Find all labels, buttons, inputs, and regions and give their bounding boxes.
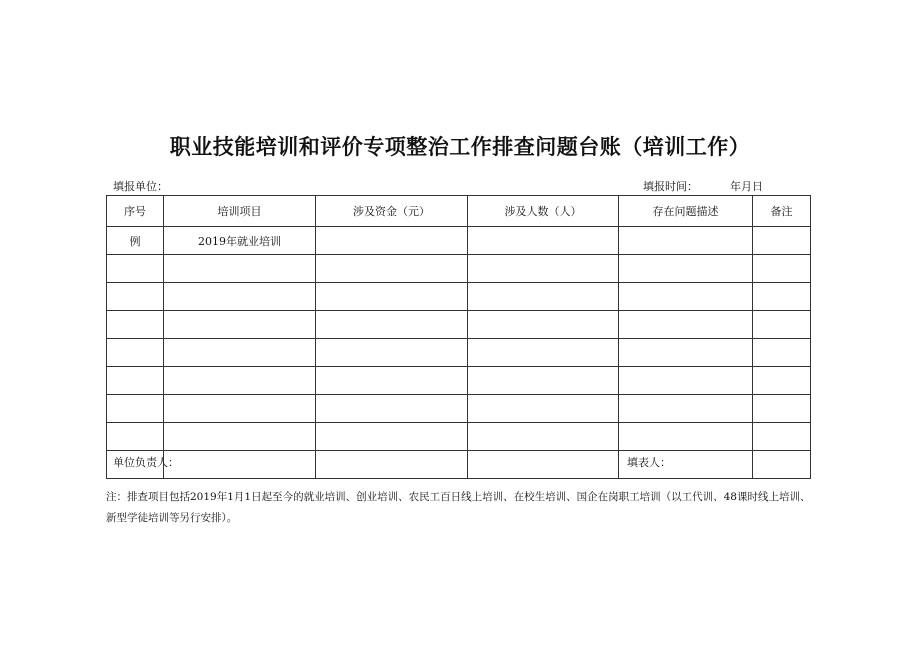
table-cell[interactable] [753,339,811,367]
table-cell[interactable] [619,423,753,451]
table-cell[interactable] [107,283,164,311]
table-cell[interactable] [753,395,811,423]
table-cell[interactable] [753,423,811,451]
table-cell[interactable] [164,311,316,339]
table-cell[interactable] [753,283,811,311]
table-cell[interactable] [164,423,316,451]
table-row [107,339,811,367]
table-cell[interactable] [468,255,619,283]
table-cell[interactable] [468,227,619,255]
table-cell[interactable] [619,255,753,283]
header-cell-remarks: 备注 [753,196,811,227]
fill-date-label: 年月日 [730,180,763,193]
table-cell[interactable] [107,311,164,339]
table-cell[interactable] [107,367,164,395]
table-cell[interactable] [619,227,753,255]
fill-time-label: 填报时间： [643,180,698,193]
table-cell[interactable] [753,311,811,339]
table-cell[interactable] [164,255,316,283]
table-cell[interactable] [316,227,468,255]
table-cell[interactable] [107,255,164,283]
issue-ledger-table [106,195,811,479]
table-cell[interactable] [619,311,753,339]
table-cell[interactable]: 2019年就业培训 [164,227,316,255]
table-cell[interactable] [316,311,468,339]
table-cell[interactable] [468,395,619,423]
footnote: 注：排查项目包括2019年1月1日起至今的就业培训、创业培训、农民工百日线上培训、在校生培训、国企在岗职工培训（以工代训、48课时线上培训、新型学徒培训等另行安排）。 [106,491,811,524]
table-cell[interactable] [468,367,619,395]
table-cell[interactable] [316,339,468,367]
table-cell[interactable] [619,367,753,395]
header-cell-people: 涉及人数（人） [468,196,619,227]
table-cell[interactable] [316,367,468,395]
table-row [107,283,811,311]
table-row [107,367,811,395]
table-row-example [107,227,811,255]
table-row [107,395,811,423]
table-cell[interactable] [316,283,468,311]
table-cell[interactable] [753,367,811,395]
table-cell[interactable] [619,283,753,311]
fill-unit-label: 填报单位： [113,180,168,193]
header-cell-funds: 涉及资金（元） [316,196,468,227]
page-title: 职业技能培训和评价专项整治工作排查问题台账（培训工作） [169,135,751,159]
table-cell[interactable] [316,423,468,451]
table-cell[interactable] [164,339,316,367]
table-cell[interactable] [164,283,316,311]
table-cell[interactable] [164,395,316,423]
table-header-row [107,196,811,227]
form-filler-label: 填表人： [627,456,671,469]
table-cell[interactable] [316,255,468,283]
table-row [107,255,811,283]
table-cell[interactable] [468,339,619,367]
table-cell[interactable] [107,423,164,451]
table-cell[interactable]: 例 [107,227,164,255]
table-cell[interactable] [468,451,619,479]
table-cell[interactable] [619,339,753,367]
table-row [107,423,811,451]
header-cell-index: 序号 [107,196,164,227]
header-cell-issue: 存在问题描述 [619,196,753,227]
table-cell[interactable] [316,451,468,479]
table-row [107,451,811,479]
table-row [107,311,811,339]
table-cell[interactable] [468,423,619,451]
unit-leader-label: 单位负责人： [113,456,179,469]
table-cell[interactable] [107,339,164,367]
table-cell[interactable] [316,395,468,423]
table-cell[interactable] [753,227,811,255]
table-cell[interactable] [753,451,811,479]
header-cell-project: 培训项目 [164,196,316,227]
table-cell[interactable] [468,283,619,311]
table-cell[interactable] [164,451,316,479]
table-cell[interactable] [164,367,316,395]
table-cell[interactable] [753,255,811,283]
table-cell[interactable] [619,395,753,423]
table-cell[interactable] [468,311,619,339]
table-cell[interactable] [107,395,164,423]
